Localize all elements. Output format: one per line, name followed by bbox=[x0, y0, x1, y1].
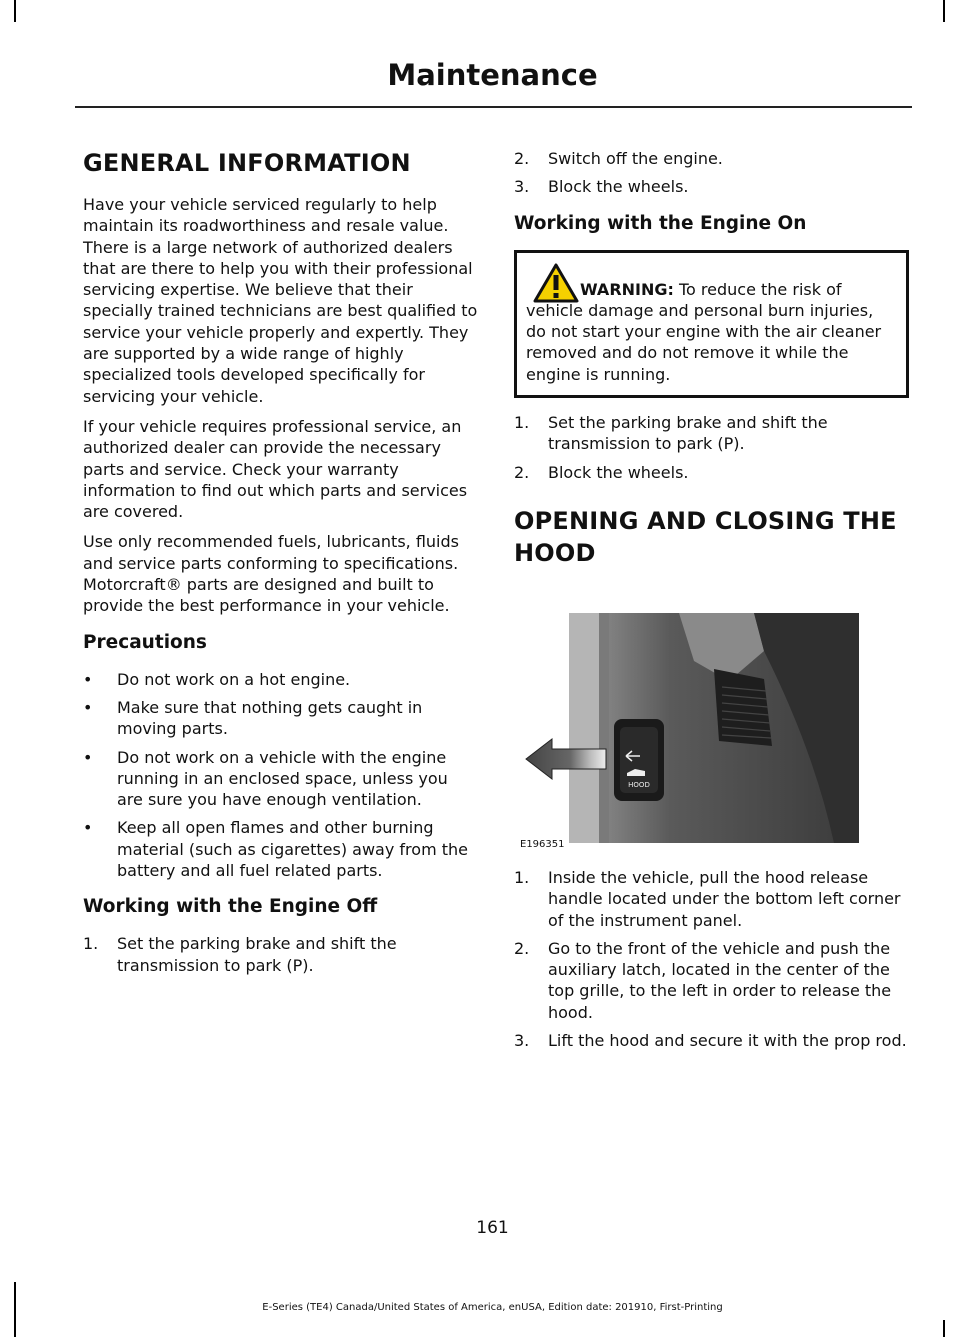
step-number: 1. bbox=[514, 867, 530, 887]
step-number: 1. bbox=[514, 413, 530, 433]
paragraph-servicing: Have your vehicle serviced regularly to help maintain its roadworthiness and resale value. There is a large network of authorized dealers that are there to help you with their professional servicing expertise. We believe that their specially trained technicians are best qualified to service your vehicle properly and expertly. They are supported by a wide range of highly specialized tools developed specifically for servicing your vehicle. bbox=[83, 195, 478, 406]
bullet-marker: • bbox=[83, 669, 93, 689]
bullet-marker: • bbox=[83, 747, 93, 767]
warning-triangle-icon bbox=[533, 263, 579, 308]
list-item bbox=[83, 669, 478, 690]
crop-mark-top-left bbox=[14, 0, 16, 22]
list-item bbox=[83, 697, 478, 740]
engine-off-steps bbox=[83, 933, 478, 976]
list-item-text: Switch off the engine. bbox=[548, 149, 723, 168]
paragraph-recommended-parts: Use only recommended fuels, lubricants, fluids and service parts conforming to specifications. Motorcraft® parts are designed and built to provide the best performance in your vehicle. bbox=[83, 532, 459, 616]
hood-steps bbox=[514, 867, 909, 1051]
bullet-marker: • bbox=[83, 697, 93, 717]
list-item bbox=[514, 1030, 909, 1051]
list-item-text: Keep all open flames and other burning material (such as cigarettes) away from the battery and all fuel related parts. bbox=[117, 818, 468, 881]
paragraph-professional-service: If your vehicle requires professional service, an authorized dealer can provide the necessary parts and service. Check your warranty information to find out which parts and services are covered. bbox=[83, 416, 468, 522]
step-number: 3. bbox=[514, 177, 530, 197]
page-section-title: Maintenance bbox=[387, 58, 598, 92]
figure-id: E196351 bbox=[520, 838, 565, 850]
list-item-text: Lift the hood and secure it with the prop rod. bbox=[548, 1031, 907, 1051]
step-number: 2. bbox=[514, 462, 530, 482]
list-item-text: Block the wheels. bbox=[548, 462, 689, 482]
engine-off-steps-continued bbox=[514, 148, 909, 198]
precautions-heading: Precautions bbox=[83, 631, 207, 653]
hood-heading-line2: HOOD bbox=[514, 538, 596, 567]
precautions-list bbox=[83, 669, 478, 882]
hood-heading bbox=[514, 505, 909, 569]
list-item-text: Inside the vehicle, pull the hood release handle located under the bottom left corner of the instrument panel. bbox=[548, 867, 901, 930]
step-number: 2. bbox=[514, 938, 530, 958]
warning-box bbox=[514, 250, 909, 398]
header-divider bbox=[75, 106, 912, 108]
list-item bbox=[83, 933, 478, 976]
crop-mark-bottom-right bbox=[943, 1320, 945, 1337]
list-item-text: Set the parking brake and shift the transmission to park (P). bbox=[548, 413, 828, 454]
warning-label: WARNING: bbox=[580, 279, 674, 299]
list-item-text: Block the wheels. bbox=[548, 177, 689, 197]
left-column bbox=[83, 140, 478, 985]
warning-body: To reduce the risk of vehicle damage and personal burn injuries, do not start your engine with the air cleaner removed and do not remove it while the engine is running. bbox=[526, 279, 882, 384]
list-item-text: Set the parking brake and shift the transmission to park (P). bbox=[117, 934, 397, 975]
warning-text bbox=[526, 279, 897, 385]
list-item bbox=[514, 938, 909, 1023]
right-column bbox=[514, 140, 909, 1060]
list-item bbox=[83, 817, 478, 881]
engine-on-steps bbox=[514, 412, 909, 483]
step-number: 3. bbox=[514, 1031, 530, 1051]
list-item bbox=[83, 747, 478, 811]
list-item-text: Do not work on a vehicle with the engine running in an enclosed space, unless you are sure you have enough ventilation. bbox=[117, 747, 448, 810]
engine-off-heading: Working with the Engine Off bbox=[83, 896, 378, 918]
engine-on-heading: Working with the Engine On bbox=[514, 212, 807, 234]
hood-button-label: HOOD bbox=[628, 780, 650, 789]
page-number: 161 bbox=[476, 1218, 509, 1238]
step-number: 2. bbox=[514, 149, 530, 168]
list-item-text: Make sure that nothing gets caught in moving parts. bbox=[117, 697, 423, 739]
list-item-text: Go to the front of the vehicle and push the auxiliary latch, located in the center of the top grille, to the left in order to release the hood. bbox=[548, 938, 892, 1022]
list-item bbox=[514, 462, 909, 483]
list-item bbox=[514, 867, 909, 931]
list-item bbox=[514, 176, 909, 197]
list-item bbox=[514, 412, 909, 455]
hood-release-figure bbox=[514, 591, 909, 853]
crop-mark-top-right bbox=[943, 0, 945, 22]
step-number: 1. bbox=[83, 934, 99, 954]
list-item-text: Do not work on a hot engine. bbox=[117, 669, 351, 689]
list-item bbox=[514, 148, 909, 169]
hood-heading-line1: OPENING AND CLOSING THE bbox=[514, 506, 897, 535]
edition-footer: E-Series (TE4) Canada/United States of America, enUSA, Edition date: 201910, First-Printing bbox=[262, 1302, 723, 1313]
bullet-marker: • bbox=[83, 818, 93, 838]
hood-release-illustration bbox=[514, 591, 909, 853]
general-information-heading: GENERAL INFORMATION bbox=[83, 149, 411, 177]
